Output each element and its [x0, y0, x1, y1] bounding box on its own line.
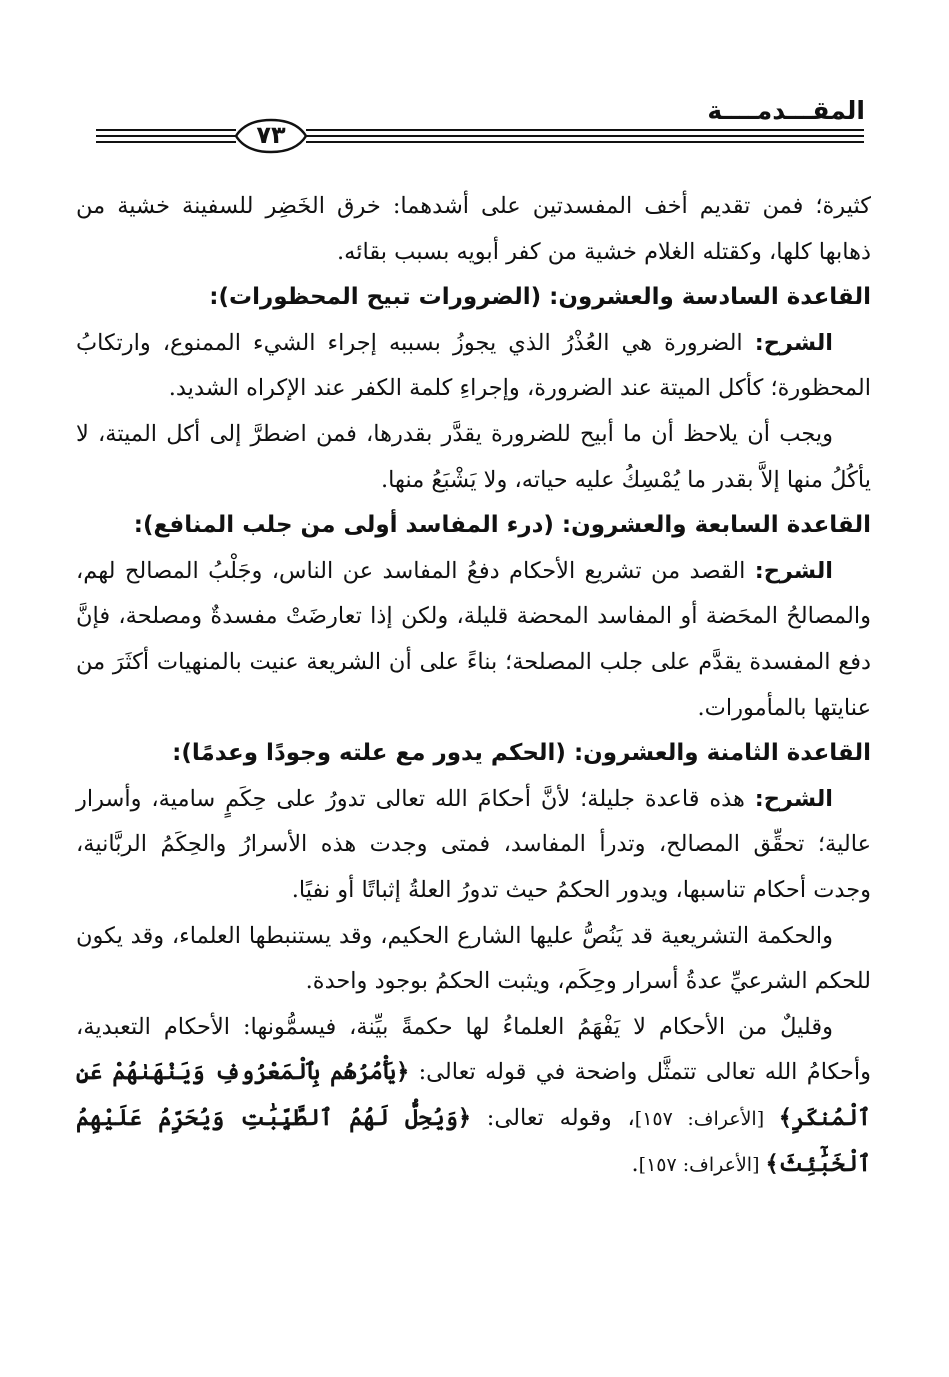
page-number: ٧٣ [256, 121, 286, 149]
explanation-text: القصد من تشريع الأحكام دفعُ المفاسد عن الناس، وجَلْبُ المصالح لهم، والمصالحُ المحَضة أو المفاسد المحضة قليلة، ولكن إذا تعارضَتْ مفسدةٌ ومصلحة، فإنَّ دفع المفسدة يقدَّم على جلب المصلحة؛ بناءً على أن الشريعة عنيت بالمنهيات أكثَرَ من عنايتها بالمأمورات. [76, 557, 871, 721]
rule-26-explanation [76, 321, 871, 412]
verse-reference-1: [الأعراف: ١٥٧] [634, 1107, 779, 1130]
rule-28-paragraph-2: والحكمة التشريعية قد يَنُصُّ عليها الشارع الحكيم، وقد يستنبطها العلماء، وقد يكون للحكم الشرعيِّ عدةُ أسرار وحِكَم، ويثبت الحكمُ بوجود واحدة. [76, 922, 871, 995]
explanation-text: هذه قاعدة جليلة؛ لأنَّ أحكامَ الله تعالى تدورُ على حِكَمٍ سامية، وأسرار عالية؛ تحقِّق المصالح، وتدرأ المفاسد، فمتى وجدت هذه الأسرارُ والحِكَمُ الربَّانية، وجدت أحكام تناسبها، ويدور الحكمُ حيث تدورُ العلةُ إثباتًا أو نفيًا. [76, 785, 871, 903]
quran-verse-2: ﴿وَيُحِلُّ لَهُمُ ٱلطَّيِّبَٰتِ وَيُحَرِّمُ عَلَيْهِمُ ٱلْخَبَٰٓئِثَ﴾ [76, 1104, 871, 1178]
running-title: المقـــدمــــة [707, 96, 865, 125]
paragraph-text: ، وقوله تعالى: [471, 1104, 635, 1131]
quran-verse-1: ﴿يَأْمُرُهُم بِٱلْمَعْرُوفِ وَيَنْهَىٰهُمْ عَنِ ٱلْمُنكَرِ﴾ [76, 1059, 871, 1131]
rule-26-paragraph-2: ويجب أن يلاحظ أن ما أبيح للضرورة يقدَّر بقدرها، فمن اضطرَّ إلى أكل الميتة، لا يأكُلُ منها إلاَّ بقدر ما يُمْسِكُ عليه حياته، ولا يَشْبَعُ منها. [76, 420, 871, 493]
main-text [76, 184, 871, 1189]
explanation-label: الشرح: [754, 785, 833, 812]
paragraph-continuation: كثيرة؛ فمن تقديم أخف المفسدتين على أشدهما: خرق الخَضِر للسفينة خشية من ذهابها كلها، وكقتله الغلام خشية من كفر أبويه بسبب بقائه. [76, 193, 871, 265]
rule-26-heading: القاعدة السادسة والعشرون: (الضرورات تبيح المحظورات): [209, 284, 871, 311]
explanation-label: الشرح: [754, 557, 833, 584]
rule-27-heading: القاعدة السابعة والعشرون: (درء المفاسد أولى من جلب المنافع): [133, 512, 871, 539]
paragraph-text: وقليلٌ من الأحكام لا يَفْهَمُ العلماءُ لها حكمةً بيِّنة، فيسمُّونها: الأحكام التعبدية، وأحكامُ الله تعالى تتمثَّل واضحة في قوله تعالى: [76, 1013, 871, 1086]
rule-28-heading: القاعدة الثامنة والعشرون: (الحكم يدور مع علته وجودًا وعدمًا): [172, 740, 871, 767]
rule-27-explanation [76, 549, 871, 731]
verse-reference-2: [الأعراف: ١٥٧] [638, 1154, 766, 1177]
explanation-text: الضرورة هي العُذْرُ الذي يجوزُ بسببه إجراء الشيء الممنوع، وارتكابُ المحظورة؛ كأكل الميتة عند الضرورة، وإجراءِ كلمة الكفر عند الإكراه الشديد. [76, 329, 871, 402]
explanation-label: الشرح: [754, 329, 833, 356]
rule-28-explanation [76, 777, 871, 914]
header-rule-ornament [96, 116, 864, 156]
paragraph-text: . [631, 1151, 639, 1178]
rule-28-paragraph-3 [76, 1005, 871, 1189]
